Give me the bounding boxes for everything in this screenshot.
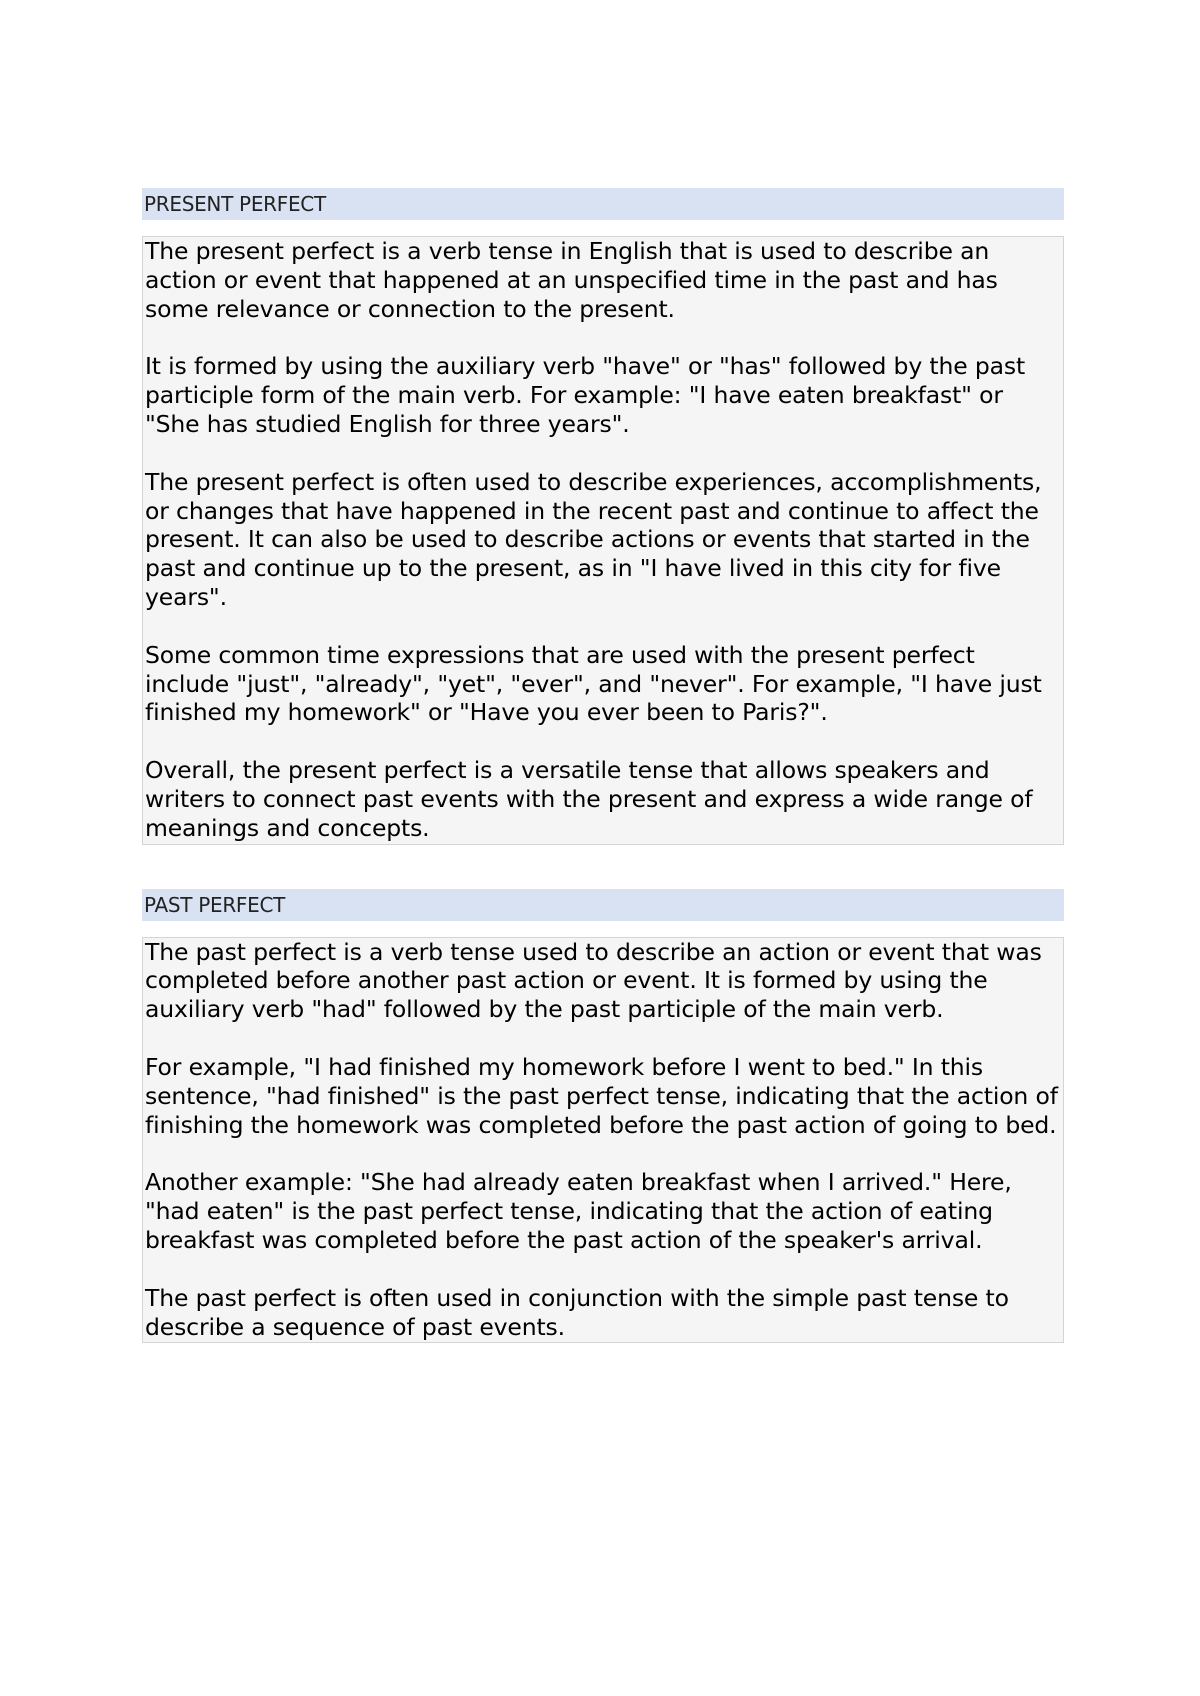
paragraph: Some common time expressions that are used with the present perfect include "just", "already", "yet", "ever", and "never". For example, "I have just finished my homework" or "Have you ever been to Paris?". — [145, 640, 1042, 727]
paragraph: The present perfect is often used to describe experiences, accomplishments, or changes that have happened in the recent past and continue to affect the present. It can also be used to describe actions or events that started in the past and continue up to the present, as in "I have lived in this city for five years". — [145, 467, 1042, 611]
section-body — [142, 937, 1064, 1344]
paragraph: Another example: "She had already eaten breakfast when I arrived." Here, "had eaten" is the past perfect tense, indicating that the action of eating breakfast was completed before the past action of the speaker's arrival. — [145, 1168, 1012, 1254]
paragraph: For example, "I had finished my homework before I went to bed." In this sentence, "had finished" is the past perfect tense, indicating that the action of finishing the homework was completed before the past action of going to bed. — [145, 1052, 1058, 1139]
present-perfect-section — [142, 188, 1064, 845]
past-perfect-section — [142, 889, 1064, 1344]
section-heading: PAST PERFECT — [142, 889, 1064, 921]
document-page — [142, 188, 1064, 1343]
paragraph: It is formed by using the auxiliary verb "have" or "has" followed by the past participle form of the main verb. For example: "I have eaten breakfast" or "She has studied English for three years". — [145, 352, 1026, 438]
paragraph: The past perfect is a verb tense used to describe an action or event that was completed before another past action or event. It is formed by using the auxiliary verb "had" followed by the past participle of the main verb. — [145, 937, 1042, 1024]
section-heading: PRESENT PERFECT — [142, 188, 1064, 220]
paragraph: Overall, the present perfect is a versatile tense that allows speakers and writers to connect past events with the present and express a wide range of meanings and concepts. — [145, 756, 1033, 842]
paragraph: The present perfect is a verb tense in English that is used to describe an action or event that happened at an unspecified time in the past and has some relevance or connection to the present. — [145, 237, 998, 323]
paragraph: The past perfect is often used in conjunction with the simple past tense to describe a sequence of past events. — [145, 1283, 1009, 1341]
section-body — [142, 236, 1064, 845]
